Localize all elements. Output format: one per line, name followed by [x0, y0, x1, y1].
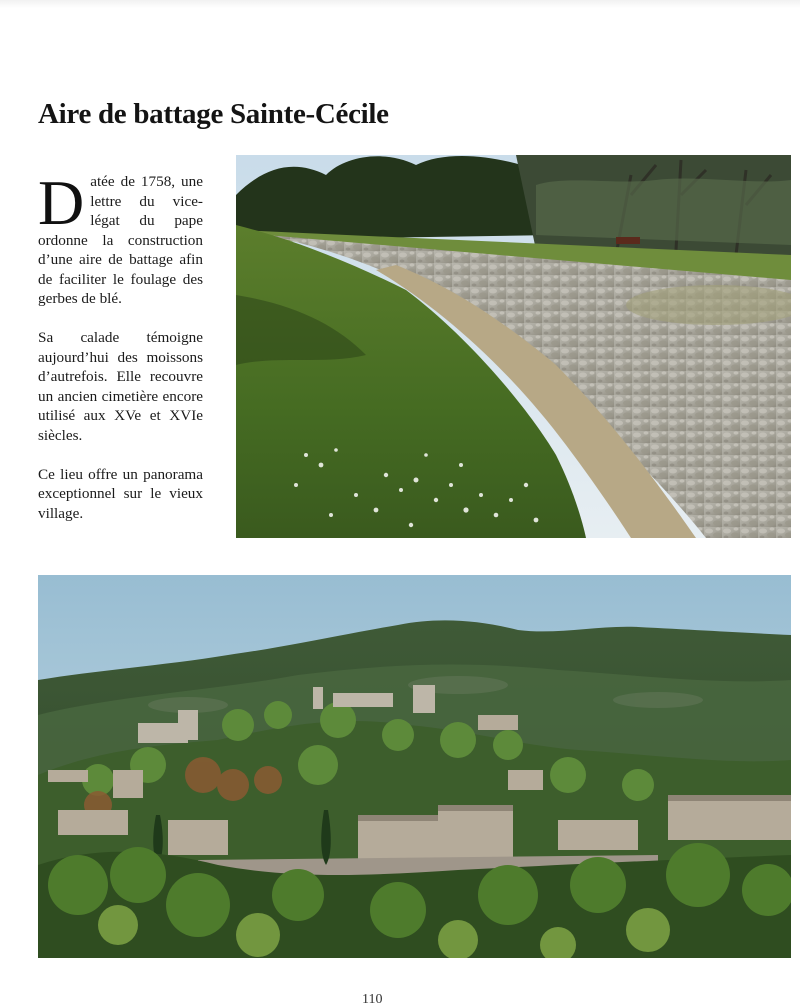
paragraph-3: Ce lieu offre un panorama exceptionnel sur le vieux village. [38, 465, 203, 522]
page-number: 110 [362, 992, 383, 1007]
page-top-edge [0, 0, 800, 8]
paragraph-1 [38, 167, 203, 309]
body-text-column [38, 167, 203, 543]
village-panorama-photo [38, 575, 791, 958]
threshing-floor-photo [236, 155, 791, 538]
village-panorama-photo-drawing [38, 575, 791, 958]
paragraph-2: Sa calade témoigne aujourd’hui des moissons d’autrefois. Elle recouvre un ancien cimetière encore utilisé aux XVe et XVIe siècles. [38, 329, 203, 444]
drop-cap: D [38, 167, 85, 238]
paragraph-1-text: atée de 1758, une lettre du vice-légat du pape ordonne la construction d’une aire de battage afin de faciliter le foulage des gerbes de blé. [38, 173, 203, 307]
page-title: Aire de battage Sainte-Cécile [38, 98, 389, 130]
threshing-floor-photo-drawing [236, 155, 791, 538]
